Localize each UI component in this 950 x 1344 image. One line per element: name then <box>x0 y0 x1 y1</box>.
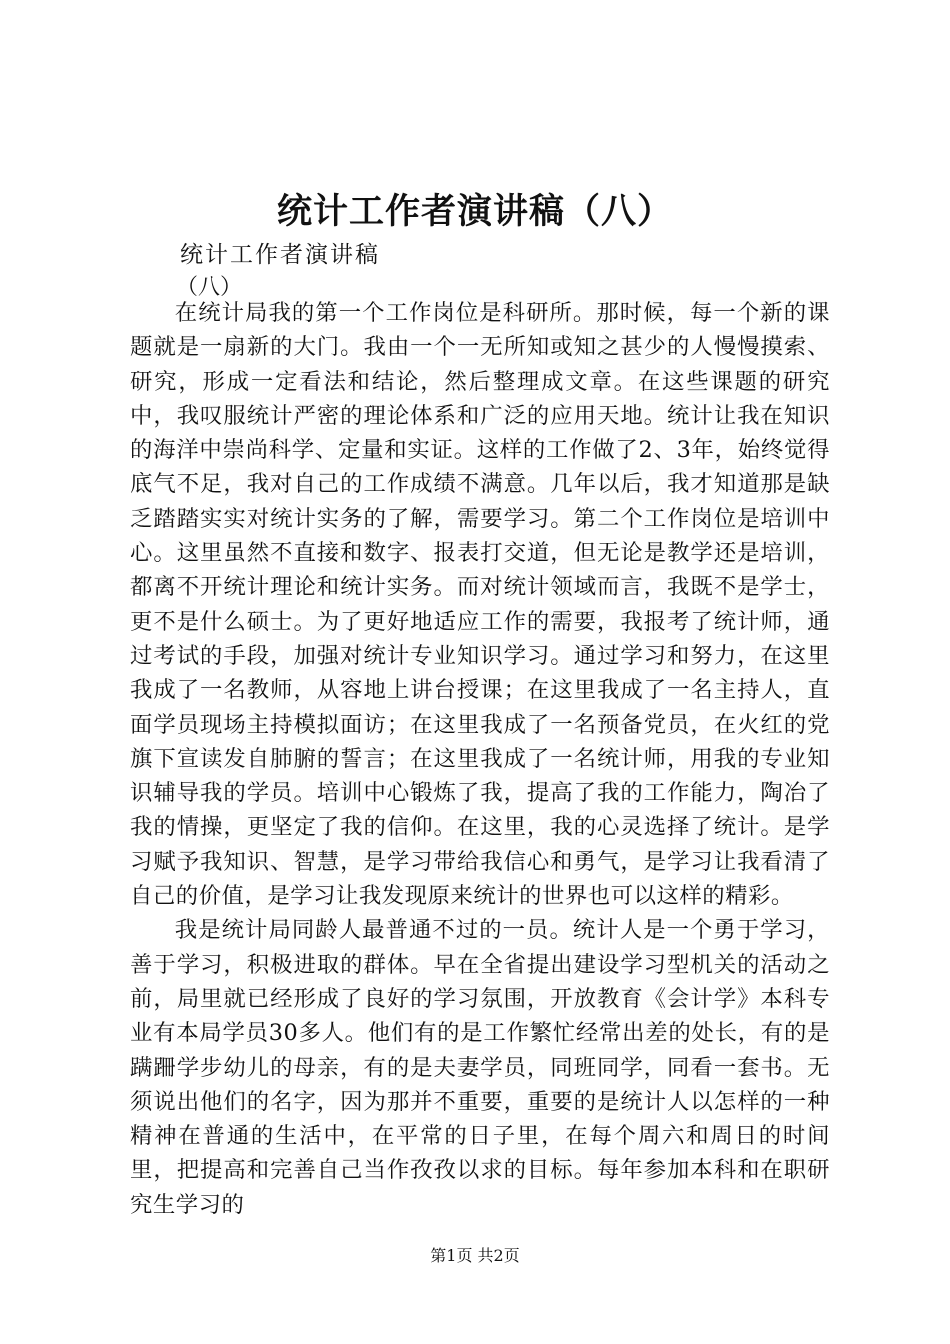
document-title: 统计工作者演讲稿（八） <box>276 191 673 232</box>
document-body <box>130 296 830 1222</box>
document-subtitle: 统计工作者演讲稿 <box>180 242 380 268</box>
paragraph: 在统计局我的第一个工作岗位是科研所。那时候，每一个新的课题就是一扇新的大门。我由一个一无所知或知之甚少的人慢慢摸索、研究，形成一定看法和结论，然后整理成文章。在这些课题的研究中，我叹服统计严密的理论体系和广泛的应用天地。统计让我在知识的海洋中崇尚科学、定量和实证。这样的工作做了2、3年，始终觉得底气不足，我对自己的工作成绩不满意。几年以后，我才知道那是缺乏踏踏实实对统计实务的了解，需要学习。第二个工作岗位是培训中心。这里虽然不直接和数字、报表打交道，但无论是教学还是培训，都离不开统计理论和统计实务。而对统计领域而言，我既不是学士，更不是什么硕士。为了更好地适应工作的需要，我报考了统计师，通过考试的手段，加强对统计专业知识学习。通过学习和努力，在这里我成了一名教师，从容地上讲台授课；在这里我成了一名主持人，直面学员现场主持模拟面访；在这里我成了一名预备党员，在火红的党旗下宣读发自肺腑的誓言；在这里我成了一名统计师，用我的专业知识辅导我的学员。培训中心锻炼了我，提高了我的工作能力，陶冶了我的情操，更坚定了我的信仰。在这里，我的心灵选择了统计。是学习赋予我知识、智慧，是学习带给我信心和勇气，是学习让我看清了自己的价值，是学习让我发现原来统计的世界也可以这样的精彩。 <box>130 300 830 910</box>
document-subtitle-number: （八） <box>176 275 243 300</box>
page-footer: 第1页 共2页 <box>430 1246 520 1265</box>
paragraph: 我是统计局同龄人最普通不过的一员。统计人是一个勇于学习，善于学习，积极进取的群体。早在全省提出建设学习型机关的活动之前，局里就已经形成了良好的学习氛围，开放教育《会计学》本科专业有本局学员30多人。他们有的是工作繁忙经常出差的处长，有的是蹒跚学步幼儿的母亲，有的是夫妻学员，同班同学，同看一套书。无须说出他们的名字，因为那并不重要，重要的是统计人以怎样的一种精神在普通的生活中，在平常的日子里，在每个周六和周日的时间里，把提高和完善自己当作孜孜以求的目标。每年参加本科和在职研究生学习的 <box>130 917 830 1218</box>
